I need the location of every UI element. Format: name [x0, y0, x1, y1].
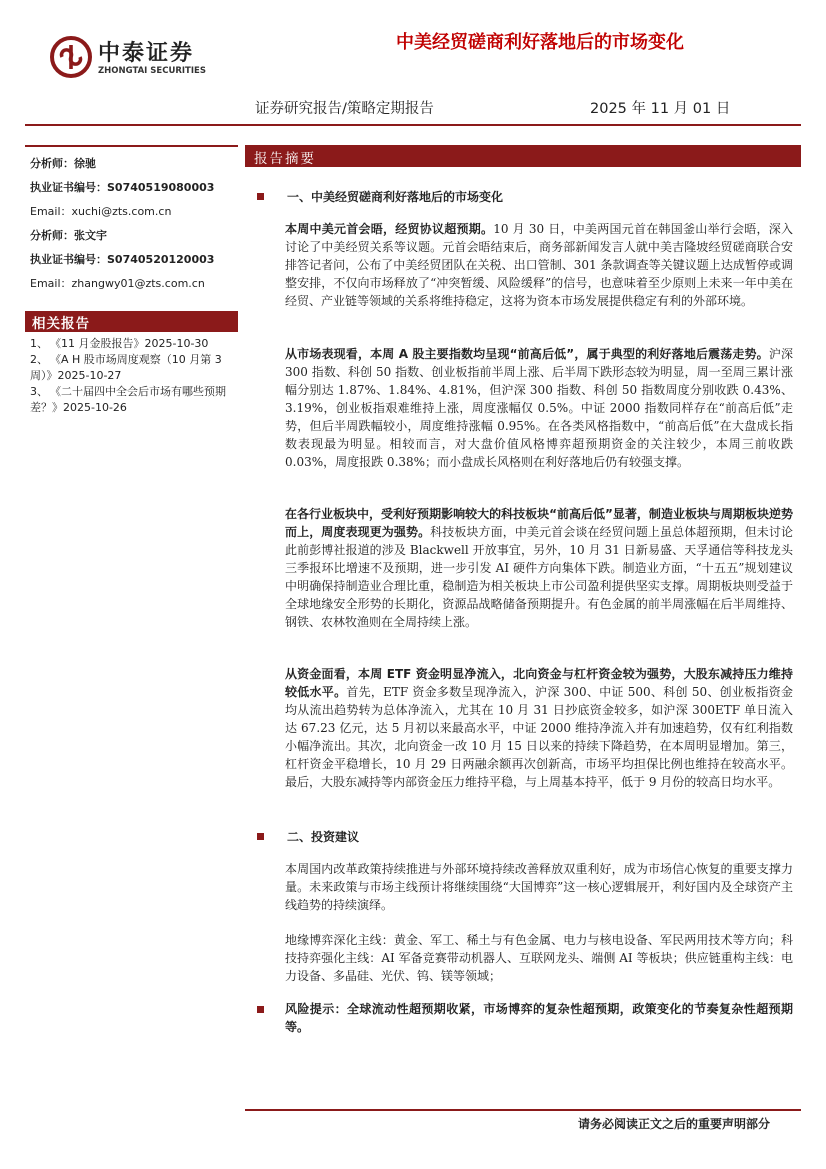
paragraph-lead: 在各行业板块中，受利好预期影响较大的科技板块“前高后低”显著，制造业板块与周期板块逆势而上，周度表现更为强势。: [285, 507, 793, 539]
company-logo: [50, 34, 230, 84]
summary-bar: [245, 145, 801, 167]
report-title: 中美经贸磋商利好落地后的市场变化: [396, 32, 684, 53]
paragraph-1: [285, 220, 793, 310]
zhongtai-logo-icon: [50, 36, 92, 78]
paragraph-text: 首先，ETF 资金多数呈现净流入，沪深 300、中证 500、科创 50、创业板指资金均从流出趋势转为总体净流入，尤其在 10 月 31 日抄底资金较多，如沪深 300ETF 单日流入达 67.23 亿元，达 5 月初以来最高水平，中证 2000 维持净流入并有加速趋势，仅有红利指数小幅净流出。其次，北向资金一改 10 月 15 日以来的持续下降趋势，在本周明显增加。第三，杠杆资金平稳增长，10 月 29 日两融余额再次创新高，市场平均担保比例也维持在较高水平。最后，大股东减持等内部资金压力维持平稳，与上周基本持平，低于 9 月份的较高日均水平。: [285, 685, 793, 789]
logo-english-name: ZHONGTAI SECURITIES: [98, 66, 206, 76]
analyst-name: 徐驰: [74, 157, 96, 170]
paragraph-text: 沪深 300 指数、科创 50 指数、创业板指前半周上涨、后半周下跌形态较为明显，周一至周三累计涨幅分别达 1.87%、1.84%、4.81%，但沪深 300 指数、科创 50 指数周度分别收跌 0.43%、3.19%，创业板指艰难维持上涨，周度涨幅仅 0.5%。中证 2000 指数同样存在“前高后低”走势，但后半周跌幅较小，周度维持涨幅 0.95%。在各类风格指数中，“前高后低”在大盘成长指数表现最为明显。相较而言，对大盘价值风格博弈超预期资金的关注较少，本周三前收跌 0.03%，周度报跌 0.38%；而小盘成长风格则在利好落地后仍有较强支撑。: [285, 347, 793, 469]
paragraph-4: [285, 665, 793, 791]
analyst-1-cert: [30, 179, 214, 195]
analyst-name: 张文宇: [74, 229, 107, 242]
analyst-1-email: [30, 203, 171, 219]
sidebar-divider: [25, 145, 238, 147]
paragraph-text: 本周国内改革政策持续推进与外部环境持续改善释放双重利好，成为市场信心恢复的重要支撑力量。未来政策与市场主线预计将继续围绕“大国博弈”这一核心逻辑展开，利好国内及全球资产主线趋势的持续演绎。: [285, 862, 793, 912]
related-reports-title: 相关报告: [32, 316, 90, 332]
email-label: Email：: [30, 205, 72, 218]
paragraph-lead: 从市场表现看，本周 A 股主要指数均呈现“前高后低”，属于典型的利好落地后震荡走势。: [285, 347, 769, 361]
related-report-index: 3、: [30, 385, 48, 398]
related-report-text: 《A H 股市场周度观察（10 月第 3 周）》2025-10-27: [30, 353, 222, 382]
paragraph-6: [285, 931, 793, 985]
related-report-text: 《11 月金股报告》2025-10-30: [50, 337, 209, 350]
paragraph-5: [285, 860, 793, 914]
paragraph-text: 10 月 30 日，中美两国元首在韩国釜山举行会晤，深入讨论了中美经贸关系等议题。元首会晤结束后，商务部新闻发言人就中美吉隆坡经贸磋商联合安排答记者问，公布了中美经贸团队在关税、出口管制、301 条款调查等关键议题上达成暂停或调整安排，不仅向市场释放了“冲突暂缓、风险缓释”的信号，也意味着至少原则上未来一年中美在经贸、产业链等领域的关系将维持稳定，这将为资本市场发展提供稳定有利的外部环境。: [285, 222, 793, 308]
related-report-index: 2、: [30, 353, 48, 366]
header-divider: [25, 124, 801, 126]
analyst-1-name: [30, 155, 96, 171]
paragraph-2: [285, 345, 793, 471]
paragraph-lead: 本周中美元首会晤，经贸协议超预期。: [285, 222, 494, 236]
analyst-2-name: [30, 227, 107, 243]
cert-number: S0740520120003: [107, 253, 215, 266]
paragraph-text: 地缘博弈深化主线：黄金、军工、稀土与有色金属、电力与核电设备、军民两用技术等方向；科技持弈强化主线：AI 军备竞赛带动机器人、互联网龙头、端侧 AI 等板块；供应链重构主线：电力设备、多晶硅、光伏、钨、镁等领域；: [285, 933, 793, 983]
paragraph-lead: 从资金面看，本周 ETF 资金明显净流入，北向资金与杠杆资金较为强势，大股东减持压力维持较低水平。: [285, 667, 793, 699]
section-bullet-icon: [257, 193, 264, 200]
related-report-item[interactable]: [30, 384, 240, 416]
analyst-2-email: [30, 275, 205, 291]
footer-divider: [245, 1109, 801, 1111]
cert-label: 执业证书编号：: [30, 253, 107, 266]
risk-note: [285, 1000, 793, 1036]
report-category: 证券研究报告/策略定期报告: [255, 101, 434, 117]
risk-bullet-icon: [257, 1006, 264, 1013]
related-report-index: 1、: [30, 337, 48, 350]
report-date: 2025 年 11 月 01 日: [590, 101, 731, 117]
analyst-name-label: 分析师：: [30, 157, 74, 170]
related-report-item[interactable]: [30, 352, 240, 384]
related-report-text: 《二十届四中全会后市场有哪些预期差？》2025-10-26: [30, 385, 226, 414]
email-label: Email：: [30, 277, 72, 290]
analyst-2-cert: [30, 251, 214, 267]
analyst-name-label: 分析师：: [30, 229, 74, 242]
cert-number: S0740519080003: [107, 181, 215, 194]
logo-chinese-name: 中泰证券: [98, 41, 195, 66]
email-link[interactable]: zhangwy01@zts.com.cn: [71, 277, 205, 290]
cert-label: 执业证书编号：: [30, 181, 107, 194]
section-heading-1: 一、中美经贸磋商利好落地后的市场变化: [287, 190, 504, 204]
paragraph-text: 科技板块方面，中美元首会谈在经贸问题上虽总体超预期，但未讨论此前彭博社报道的涉及 Blackwell 开放事宜，另外，10 月 31 日新易盛、天孚通信等科技龙头三季报环比增速不及预期，进一步引发 AI 硬件方向集体下跌。制造业方面，“十五五”规划建议中明确保持制造业合理比重，稳制造为相关板块上市公司盈利提供坚实支撑。周期板块则受益于全球地缘安全形势的长期化，资源品战略储备预期提升。有色金属的前半周涨幅在后半周维持、钢铁、农林牧渔则在全周持续上涨。: [285, 525, 793, 629]
section-heading-2: 二、投资建议: [287, 830, 360, 844]
footer-disclaimer: 请务必阅读正文之后的重要声明部分: [577, 1117, 770, 1131]
related-report-item[interactable]: [30, 336, 240, 352]
paragraph-3: [285, 505, 793, 631]
summary-label: 报告摘要: [254, 151, 316, 167]
section-bullet-icon: [257, 833, 264, 840]
risk-text: 风险提示：全球流动性超预期收紧，市场博弈的复杂性超预期，政策变化的节奏复杂性超预期等。: [285, 1002, 793, 1034]
email-link[interactable]: xuchi@zts.com.cn: [71, 205, 172, 218]
